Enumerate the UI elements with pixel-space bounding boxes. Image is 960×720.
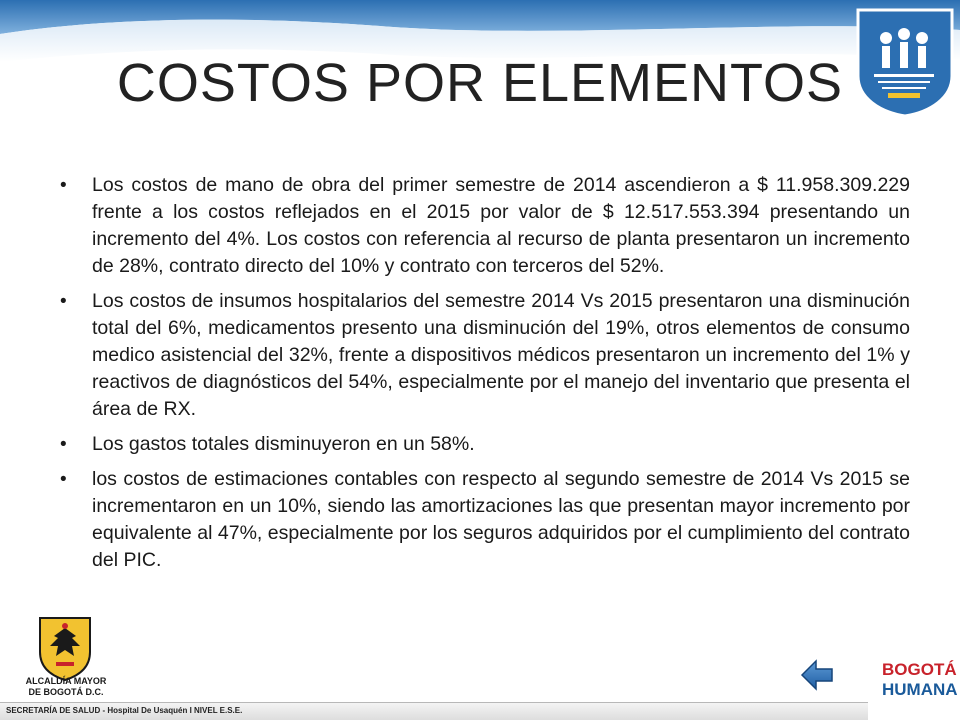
crest-label — [8, 676, 124, 698]
bullet-item — [58, 431, 910, 458]
bullet-marker: • — [60, 291, 67, 312]
bullet-text: Los costos de insumos hospitalarios del semestre 2014 Vs 2015 presentaron una disminución total del 6%, medicamentos presento una disminución del 19%, otros elementos de consumo medico asistencial del 32%, frente a dispositivos médicos presentaron un incremento del 1% y reactivos de diagnósticos del 54%, especialmente por el manejo del inventario que presenta el área de RX. — [92, 290, 910, 420]
bullet-item — [58, 466, 910, 574]
bullet-item — [58, 172, 910, 280]
bullet-list — [58, 172, 910, 574]
bullet-text: los costos de estimaciones contables con respecto al segundo semestre de 2014 Vs 2015 se incrementaron en un 10%, siendo las amortizaciones las que presentan mayor incremento por equivalente al 47%, especialmente por los seguros adquiridos por el cumplimiento del contrato del PIC. — [92, 468, 910, 571]
bullet-item — [58, 288, 910, 423]
hospital-logo-icon — [848, 6, 960, 118]
bogota-crest-icon — [30, 612, 100, 682]
crest-label-line2: DE BOGOTÁ D.C. — [28, 687, 104, 697]
bullet-text: Los gastos totales disminuyeron en un 58%. — [92, 433, 475, 455]
bogota-logo-line1: BOGOTÁ — [882, 660, 957, 679]
bogota-humana-logo — [882, 660, 958, 710]
bullet-marker: • — [60, 434, 67, 455]
bullet-marker: • — [60, 469, 67, 490]
footer-text: SECRETARÍA DE SALUD - Hospital De Usaquén I NIVEL E.S.E. — [6, 706, 243, 715]
bullet-marker: • — [60, 175, 67, 196]
back-arrow-icon[interactable] — [800, 656, 834, 694]
crest-label-line1: ALCALDÍA MAYOR — [25, 676, 107, 686]
slide-title: COSTOS POR ELEMENTOS — [116, 53, 844, 113]
bullet-text: Los costos de mano de obra del primer semestre de 2014 ascendieron a $ 11.958.309.229 frente a los costos reflejados en el 2015 por valor de $ 12.517.553.394 presentando un incremento del 4%. Los costos con referencia al recurso de planta presentaron un incremento de 28%, contrato directo del 10% y contrato con terceros del 52%. — [92, 174, 910, 277]
bullet-content — [58, 172, 910, 582]
bogota-logo-line2: HUMANA — [882, 680, 958, 699]
footer-bar — [0, 702, 868, 720]
